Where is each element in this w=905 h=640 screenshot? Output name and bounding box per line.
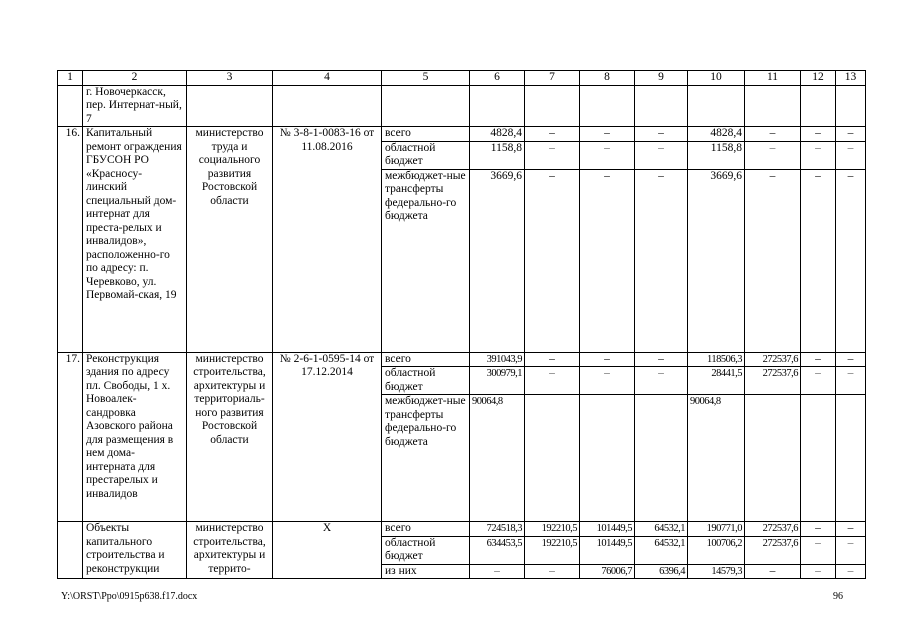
year-value: 272537,6 xyxy=(745,522,801,537)
column-header: 4 xyxy=(273,71,382,86)
year-value: – xyxy=(635,127,688,142)
year-value: 64532,1 xyxy=(635,536,688,564)
year-value: – xyxy=(836,536,866,564)
year-value: – xyxy=(525,169,580,352)
year-value: – xyxy=(580,169,635,352)
column-header: 7 xyxy=(525,71,580,86)
year-value: – xyxy=(836,169,866,352)
row-number xyxy=(58,85,83,127)
column-header: 9 xyxy=(635,71,688,86)
empty-cell xyxy=(382,85,470,127)
empty-cell xyxy=(525,85,580,127)
total-value: 1158,8 xyxy=(470,141,525,169)
year-value: 192210,5 xyxy=(525,522,580,537)
year-value xyxy=(801,395,836,522)
year-value: – xyxy=(836,564,866,579)
object-name: Капитальный ремонт ограждения ГБУСОН РО «Красносу-линский специальный дом-интернат для преста-релых и инвалидов», расположенно-го по адресу: п. Черевково, ул. Первомай-ская, 19 xyxy=(83,127,187,353)
year-value: – xyxy=(580,367,635,395)
funding-source: всего xyxy=(382,352,470,367)
year-value: – xyxy=(525,141,580,169)
budget-table xyxy=(57,70,866,579)
funding-source: областной бюджет xyxy=(382,367,470,395)
year-value: 272537,6 xyxy=(745,536,801,564)
year-value: 118506,3 xyxy=(688,352,745,367)
year-value: – xyxy=(836,127,866,142)
year-value: – xyxy=(745,564,801,579)
year-value: – xyxy=(525,367,580,395)
year-value: – xyxy=(635,352,688,367)
column-header: 12 xyxy=(801,71,836,86)
year-value: – xyxy=(836,352,866,367)
empty-cell xyxy=(688,85,745,127)
table-row xyxy=(58,127,866,142)
year-value: 190771,0 xyxy=(688,522,745,537)
year-value xyxy=(580,395,635,522)
column-header: 3 xyxy=(187,71,273,86)
year-value: – xyxy=(580,141,635,169)
year-value: – xyxy=(801,367,836,395)
year-value: – xyxy=(801,169,836,352)
total-value: 724518,3 xyxy=(470,522,525,537)
year-value: – xyxy=(635,169,688,352)
year-value: – xyxy=(836,367,866,395)
responsible-ministry: министерство труда и социального развития Ростовской области xyxy=(187,127,273,353)
object-name: Реконструкция здания по адресу пл. Свободы, 1 х. Новоалек-сандровка Азовского района для размещения в нем дома-интерната для престарелых и инвалидов xyxy=(83,352,187,522)
row-number: 16. xyxy=(58,127,83,353)
year-value: – xyxy=(525,352,580,367)
year-value: – xyxy=(635,141,688,169)
page-number: 96 xyxy=(833,591,843,602)
year-value: – xyxy=(525,127,580,142)
year-value: – xyxy=(525,564,580,579)
total-value: 391043,9 xyxy=(470,352,525,367)
funding-source: областной бюджет xyxy=(382,536,470,564)
empty-cell xyxy=(273,85,382,127)
empty-cell xyxy=(836,85,866,127)
object-name: г. Новочеркасск, пер. Интернат-ный, 7 xyxy=(83,85,187,127)
year-value: – xyxy=(745,127,801,142)
year-value: 101449,5 xyxy=(580,536,635,564)
total-value: 634453,5 xyxy=(470,536,525,564)
year-value xyxy=(525,395,580,522)
expertise-document: № 2-6-1-0595-14 от 17.12.2014 xyxy=(273,352,382,522)
column-header: 11 xyxy=(745,71,801,86)
year-value: – xyxy=(801,536,836,564)
year-value: – xyxy=(580,352,635,367)
table-row xyxy=(58,85,866,127)
year-value: 272537,6 xyxy=(745,367,801,395)
column-header: 1 xyxy=(58,71,83,86)
year-value: – xyxy=(836,522,866,537)
year-value: 101449,5 xyxy=(580,522,635,537)
year-value: 14579,3 xyxy=(688,564,745,579)
year-value xyxy=(745,395,801,522)
column-header: 13 xyxy=(836,71,866,86)
year-value: – xyxy=(801,127,836,142)
year-value: – xyxy=(801,141,836,169)
object-name: Объекты капитального строительства и реконструкции xyxy=(83,522,187,579)
empty-cell xyxy=(801,85,836,127)
year-value: 64532,1 xyxy=(635,522,688,537)
funding-source: межбюджет-ные трансферты федерально-го бюджета xyxy=(382,169,470,352)
year-value: 4828,4 xyxy=(688,127,745,142)
empty-cell xyxy=(580,85,635,127)
year-value: 192210,5 xyxy=(525,536,580,564)
empty-cell xyxy=(745,85,801,127)
empty-cell xyxy=(187,85,273,127)
year-value: 100706,2 xyxy=(688,536,745,564)
year-value: – xyxy=(745,169,801,352)
responsible-ministry: министерство строительства, архитектуры и территориаль-ного развития Ростовской области xyxy=(187,352,273,522)
year-value: 76006,7 xyxy=(580,564,635,579)
column-header: 8 xyxy=(580,71,635,86)
year-value: – xyxy=(801,352,836,367)
year-value: 90064,8 xyxy=(688,395,745,522)
total-value: 90064,8 xyxy=(470,395,525,522)
table-row xyxy=(58,352,866,367)
funding-source: всего xyxy=(382,522,470,537)
expertise-document: Х xyxy=(273,522,382,579)
column-header: 10 xyxy=(688,71,745,86)
empty-cell xyxy=(470,85,525,127)
year-value: 1158,8 xyxy=(688,141,745,169)
year-value xyxy=(836,395,866,522)
year-value: 272537,6 xyxy=(745,352,801,367)
expertise-document: № 3-8-1-0083-16 от 11.08.2016 xyxy=(273,127,382,353)
funding-source: областной бюджет xyxy=(382,141,470,169)
funding-source: межбюджет-ные трансферты федерально-го бюджета xyxy=(382,395,470,522)
empty-cell xyxy=(635,85,688,127)
total-value: 4828,4 xyxy=(470,127,525,142)
year-value: – xyxy=(635,367,688,395)
year-value: – xyxy=(580,127,635,142)
row-number xyxy=(58,522,83,579)
table-row xyxy=(58,522,866,537)
total-value: 300979,1 xyxy=(470,367,525,395)
year-value: – xyxy=(836,141,866,169)
year-value: – xyxy=(801,564,836,579)
year-value: 3669,6 xyxy=(688,169,745,352)
row-number: 17. xyxy=(58,352,83,522)
year-value: – xyxy=(801,522,836,537)
year-value: 28441,5 xyxy=(688,367,745,395)
funding-source: всего xyxy=(382,127,470,142)
column-number-row xyxy=(58,71,866,86)
year-value xyxy=(635,395,688,522)
responsible-ministry: министерство строительства, архитектуры и террито- xyxy=(187,522,273,579)
column-header: 5 xyxy=(382,71,470,86)
total-value: – xyxy=(470,564,525,579)
column-header: 6 xyxy=(470,71,525,86)
total-value: 3669,6 xyxy=(470,169,525,352)
file-path: Y:\ORST\Ppo\0915p638.f17.docx xyxy=(61,591,198,602)
year-value: – xyxy=(745,141,801,169)
funding-source: из них xyxy=(382,564,470,579)
year-value: 6396,4 xyxy=(635,564,688,579)
column-header: 2 xyxy=(83,71,187,86)
